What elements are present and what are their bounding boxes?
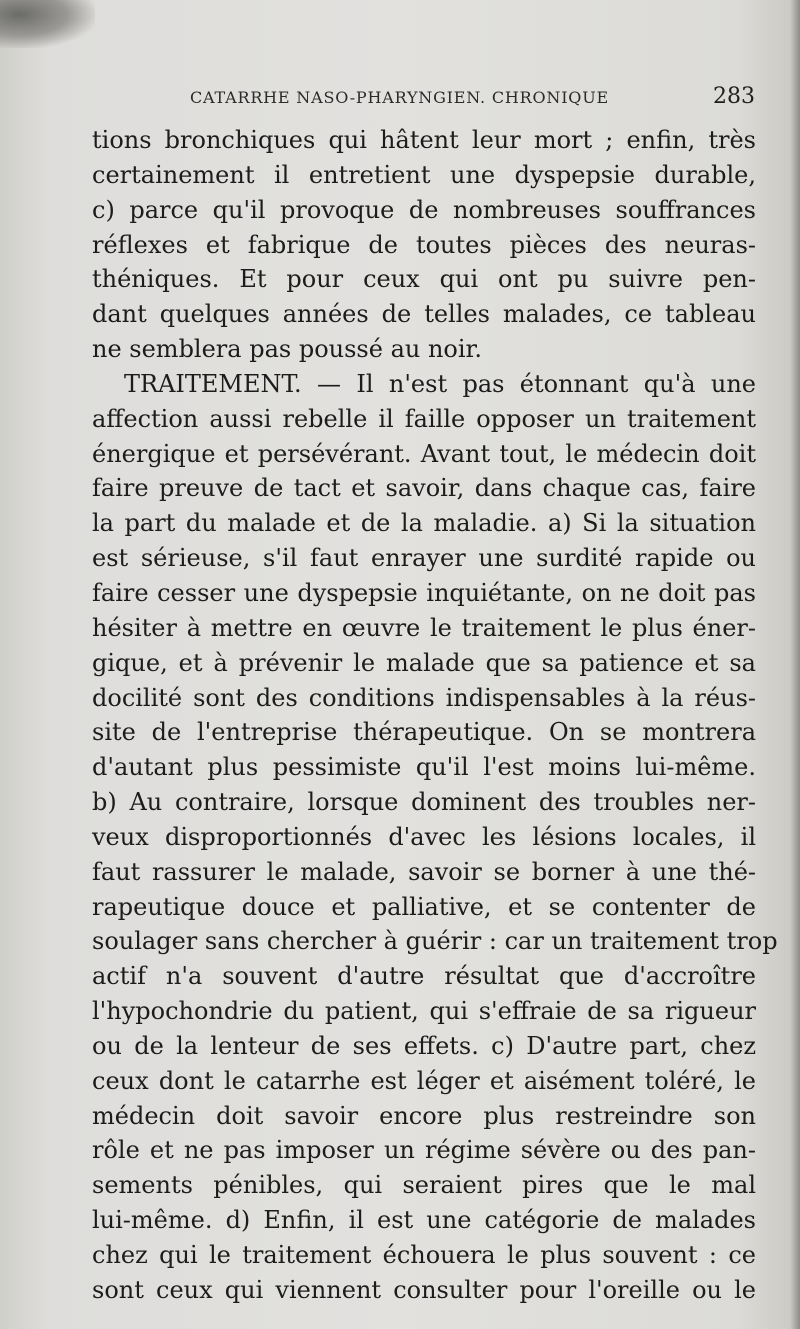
page-edge-shadow xyxy=(790,0,800,1329)
text-line: ceux dont le catarrhe est léger et aisément toléré, le xyxy=(92,1066,756,1095)
section-heading-line: TRAITEMENT. — Il n'est pas étonnant qu'à une xyxy=(124,369,756,398)
text-line: lui-même. d) Enfin, il est une catégorie de malades xyxy=(92,1206,756,1235)
text-line: soulager sans chercher à guérir : car un traitement trop xyxy=(92,927,778,956)
page-header xyxy=(190,84,755,114)
running-title: CATARRHE NASO-PHARYNGIEN. CHRONIQUE xyxy=(190,88,609,107)
text-line: réflexes et fabrique de toutes pièces des neuras- xyxy=(92,230,756,259)
text-line: théniques. Et pour ceux qui ont pu suivre pen- xyxy=(92,265,756,294)
text-line: est sérieuse, s'il faut enrayer une surdité rapide ou xyxy=(92,544,756,573)
text-line: médecin doit savoir encore plus restreindre son xyxy=(92,1101,756,1130)
text-line: ne semblera pas poussé au noir. xyxy=(92,335,483,364)
text-line: sements pénibles, qui seraient pires que le mal xyxy=(92,1171,756,1200)
text-line: dant quelques années de telles malades, ce tableau xyxy=(92,300,756,329)
text-line: d'autant plus pessimiste qu'il l'est moins lui-même. xyxy=(92,753,756,782)
text-line: veux disproportionnés d'avec les lésions locales, il xyxy=(92,822,756,851)
text-line: énergique et persévérant. Avant tout, le médecin doit xyxy=(92,439,756,468)
text-line: rôle et ne pas imposer un régime sévère ou des pan- xyxy=(92,1136,756,1165)
text-line: affection aussi rebelle il faille opposer un traitement xyxy=(92,404,756,433)
text-line: certainement il entretient une dyspepsie durable, xyxy=(92,160,756,189)
text-line: la part du malade et de la maladie. a) Si la situation xyxy=(92,509,756,538)
text-line: gique, et à prévenir le malade que sa patience et sa xyxy=(92,648,756,677)
text-line: faire cesser une dyspepsie inquiétante, on ne doit pas xyxy=(92,578,756,607)
text-line: ou de la lenteur de ses effets. c) D'autre part, chez xyxy=(92,1031,756,1060)
text-line: faut rassurer le malade, savoir se borner à une thé- xyxy=(92,857,756,886)
text-line: tions bronchiques qui hâtent leur mort ; enfin, très xyxy=(92,126,756,154)
text-line: c) parce qu'il provoque de nombreuses souffrances xyxy=(92,195,756,224)
text-line: actif n'a souvent d'autre résultat que d'accroître xyxy=(92,962,756,991)
text-line: hésiter à mettre en œuvre le traitement le plus éner- xyxy=(92,613,756,642)
text-line: site de l'entreprise thérapeutique. On se montrera xyxy=(92,718,756,747)
text-line: docilité sont des conditions indispensables à la réus- xyxy=(92,683,756,712)
text-line: rapeutique douce et palliative, et se contenter de xyxy=(92,892,756,921)
text-line: faire preuve de tact et savoir, dans chaque cas, faire xyxy=(92,474,756,503)
text-line: chez qui le traitement échouera le plus souvent : ce xyxy=(92,1241,756,1269)
body-text xyxy=(92,123,778,1308)
text-line: sont ceux qui viennent consulter pour l'oreille ou le xyxy=(92,1275,756,1304)
page-number: 283 xyxy=(713,84,755,109)
text-line: b) Au contraire, lorsque dominent des troubles ner- xyxy=(92,788,756,817)
page-stain xyxy=(0,0,95,48)
text-line: l'hypochondrie du patient, qui s'effraie de sa rigueur xyxy=(92,997,756,1026)
